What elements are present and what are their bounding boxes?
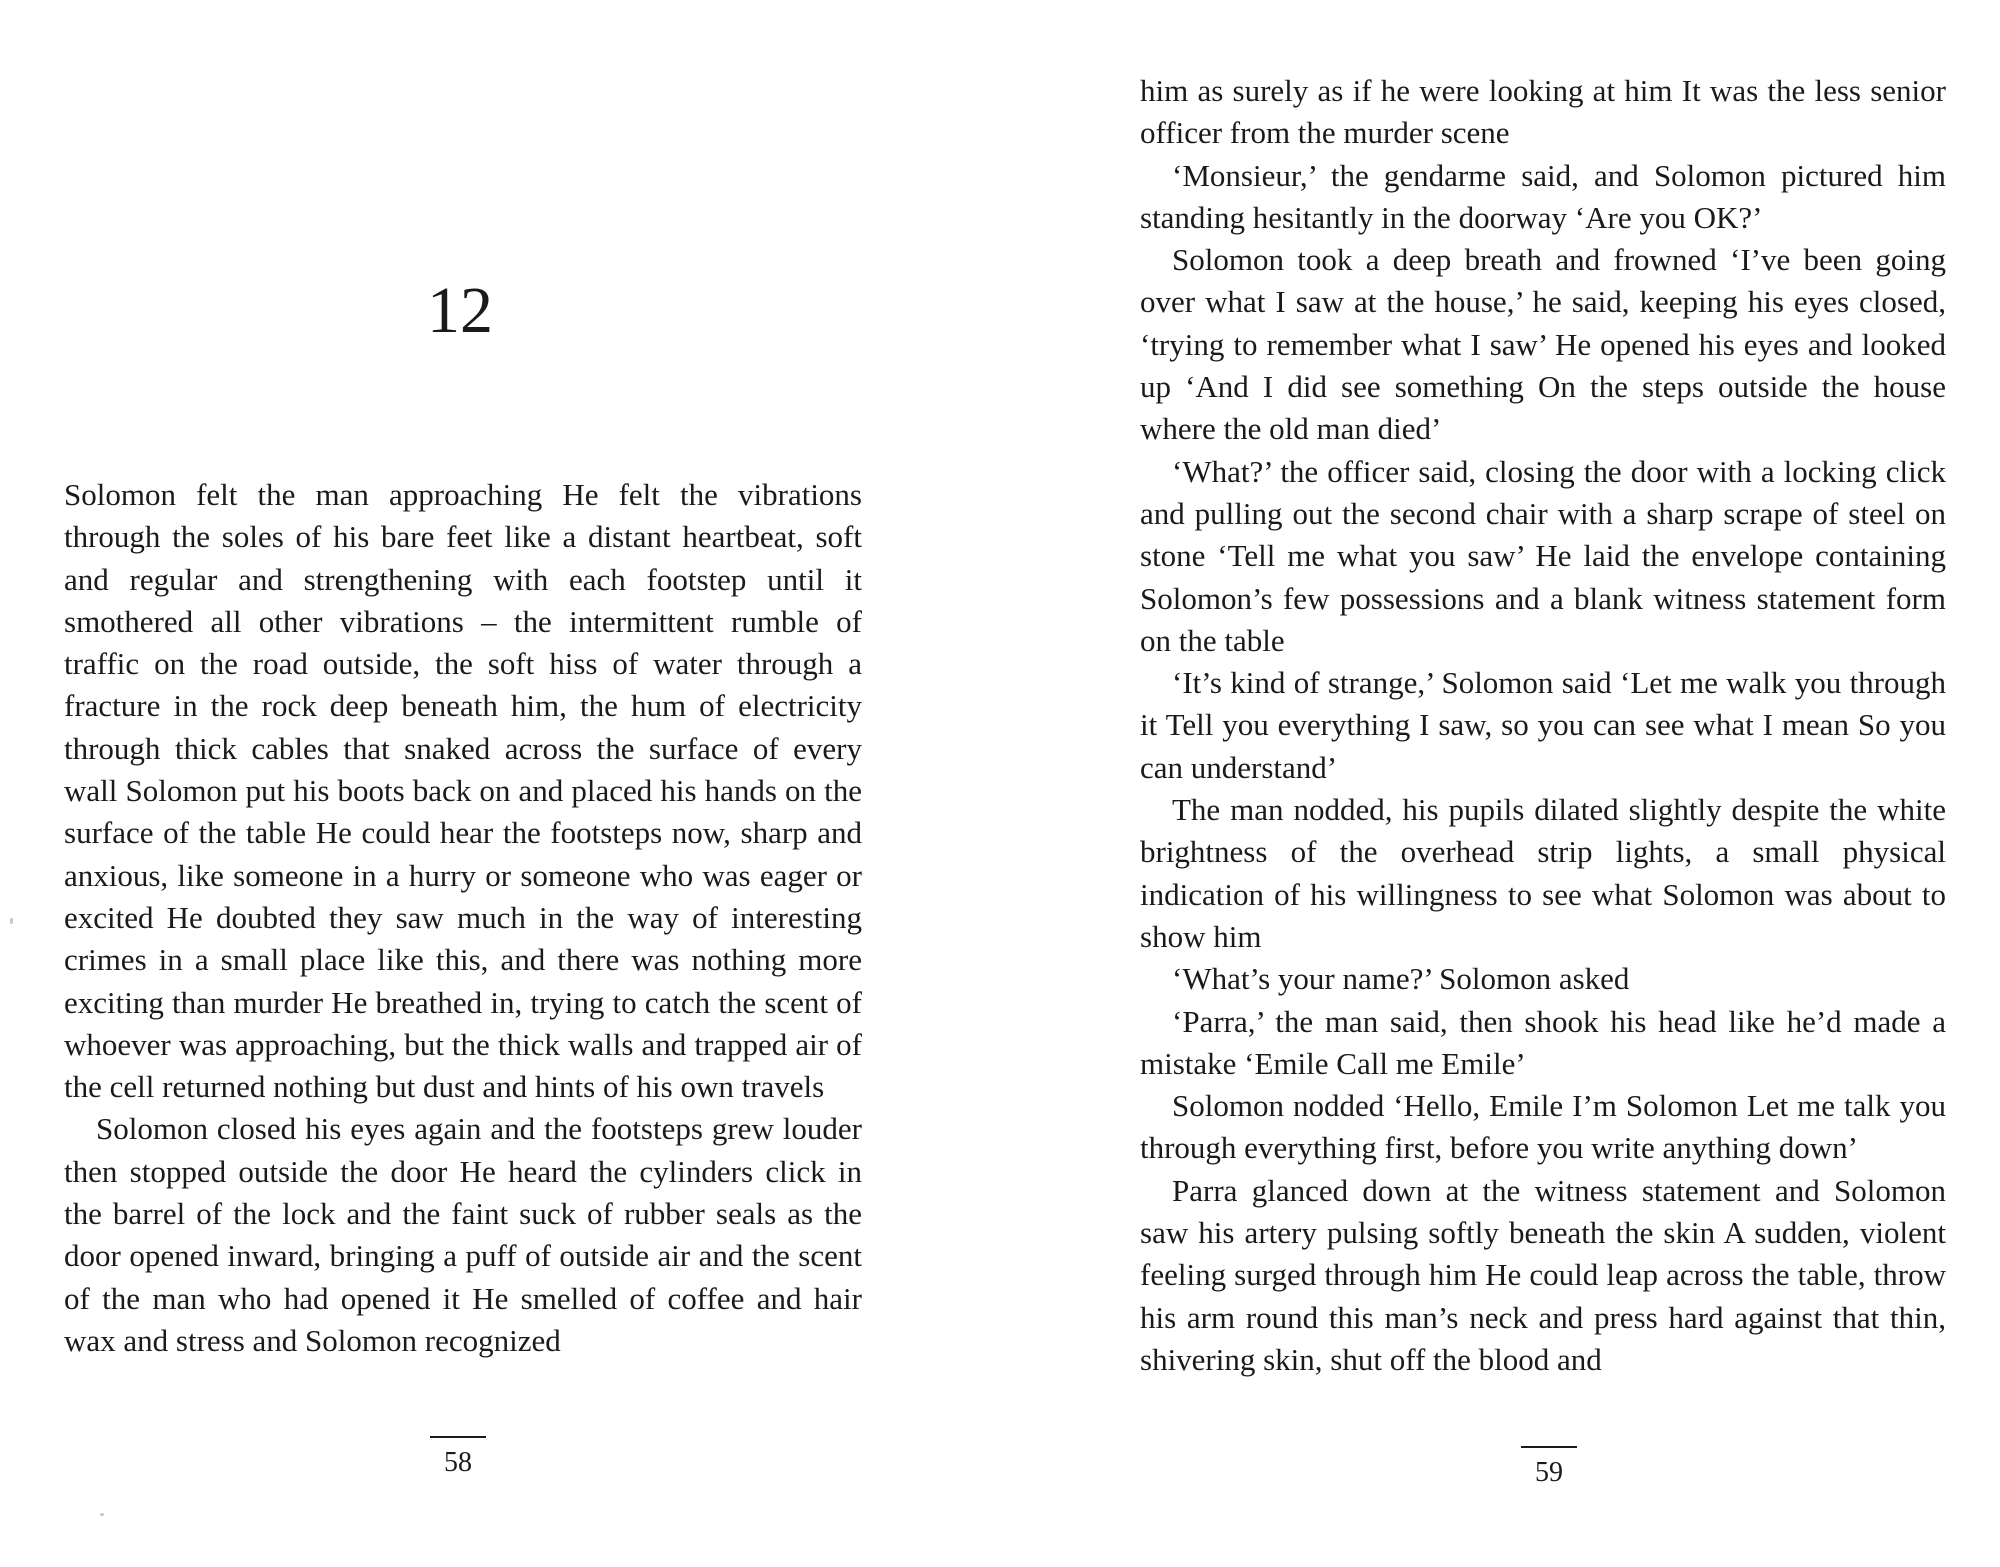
paper-speck — [100, 1513, 104, 1516]
paragraph: Solomon closed his eyes again and the footsteps grew louder then stopped outside the door He heard the cylinders click in the barrel of the lock and the faint suck of rubber seals as the door opened inward, bringing a puff of outside air and the scent of the man who had opened it He smelled of coffee and hair wax and stress and Solomon recognized — [64, 1111, 862, 1358]
left-page-body — [64, 474, 862, 1362]
page-number-rule — [1521, 1446, 1577, 1448]
chapter-number: 12 — [427, 274, 493, 347]
paragraph: Solomon nodded ‘Hello, Emile I’m Solomon Let me talk you through everything first, before you write anything down’ — [1140, 1088, 1946, 1166]
paragraph: ‘What’s your name?’ Solomon asked — [1172, 961, 1630, 997]
page-number-rule — [430, 1436, 486, 1438]
paper-speck — [10, 918, 13, 924]
page-number: 58 — [444, 1447, 472, 1478]
paragraph: him as surely as if he were looking at him It was the less senior officer from the murder scene — [1140, 73, 1946, 151]
page-number: 59 — [1535, 1457, 1563, 1488]
right-page-body — [1140, 70, 1946, 1381]
paragraph: ‘What?’ the officer said, closing the door with a locking click and pulling out the second chair with a sharp scrape of steel on stone ‘Tell me what you saw’ He laid the envelope containing Solomon’s few possessions and a blank witness statement form on the table — [1140, 453, 1946, 658]
paragraph: ‘Parra,’ the man said, then shook his head like he’d made a mistake ‘Emile Call me Emile’ — [1140, 1003, 1946, 1081]
right-page — [1000, 0, 2000, 1567]
paragraph: The man nodded, his pupils dilated slightly despite the white brightness of the overhead strip lights, a small physical indication of his willingness to see what Solomon was about to show him — [1140, 792, 1946, 954]
paragraph: Solomon felt the man approaching He felt the vibrations through the soles of his bare feet like a distant heartbeat, soft and regular and strengthening with each footstep until it smothered all other vibrations – the intermittent rumble of traffic on the road outside, the soft hiss of water through a fracture in the rock deep beneath him, the hum of electricity through thick cables that snaked across the surface of every wall Solomon put his boots back on and placed his hands on the surface of the table He could hear the footsteps now, sharp and anxious, like someone in a hurry or someone who was eager or excited He doubted they saw much in the way of interesting crimes in a small place like this, and there was nothing more exciting than murder He breathed in, trying to catch the scent of whoever was approaching, but the thick walls and trapped air of the cell returned nothing but dust and hints of his own travels — [64, 477, 862, 1105]
paragraph: Parra glanced down at the witness statement and Solomon saw his artery pulsing softly beneath the skin A sudden, violent feeling surged through him He could leap across the table, throw his arm round this man’s neck and press hard against that thin, shivering skin, shut off the blood and — [1140, 1172, 1946, 1377]
paragraph: ‘It’s kind of strange,’ Solomon said ‘Let me walk you through it Tell you everything I saw, so you can see what I mean So you can understand’ — [1140, 665, 1946, 785]
paragraph: Solomon took a deep breath and frowned ‘I’ve been going over what I saw at the house,’ he said, keeping his eyes closed, ‘trying to remember what I saw’ He opened his eyes and looked up ‘And I did see something On the steps outside the house where the old man died’ — [1140, 242, 1946, 447]
paragraph: ‘Monsieur,’ the gendarme said, and Solomon pictured him standing hesitantly in the doorway ‘Are you OK?’ — [1140, 157, 1946, 235]
